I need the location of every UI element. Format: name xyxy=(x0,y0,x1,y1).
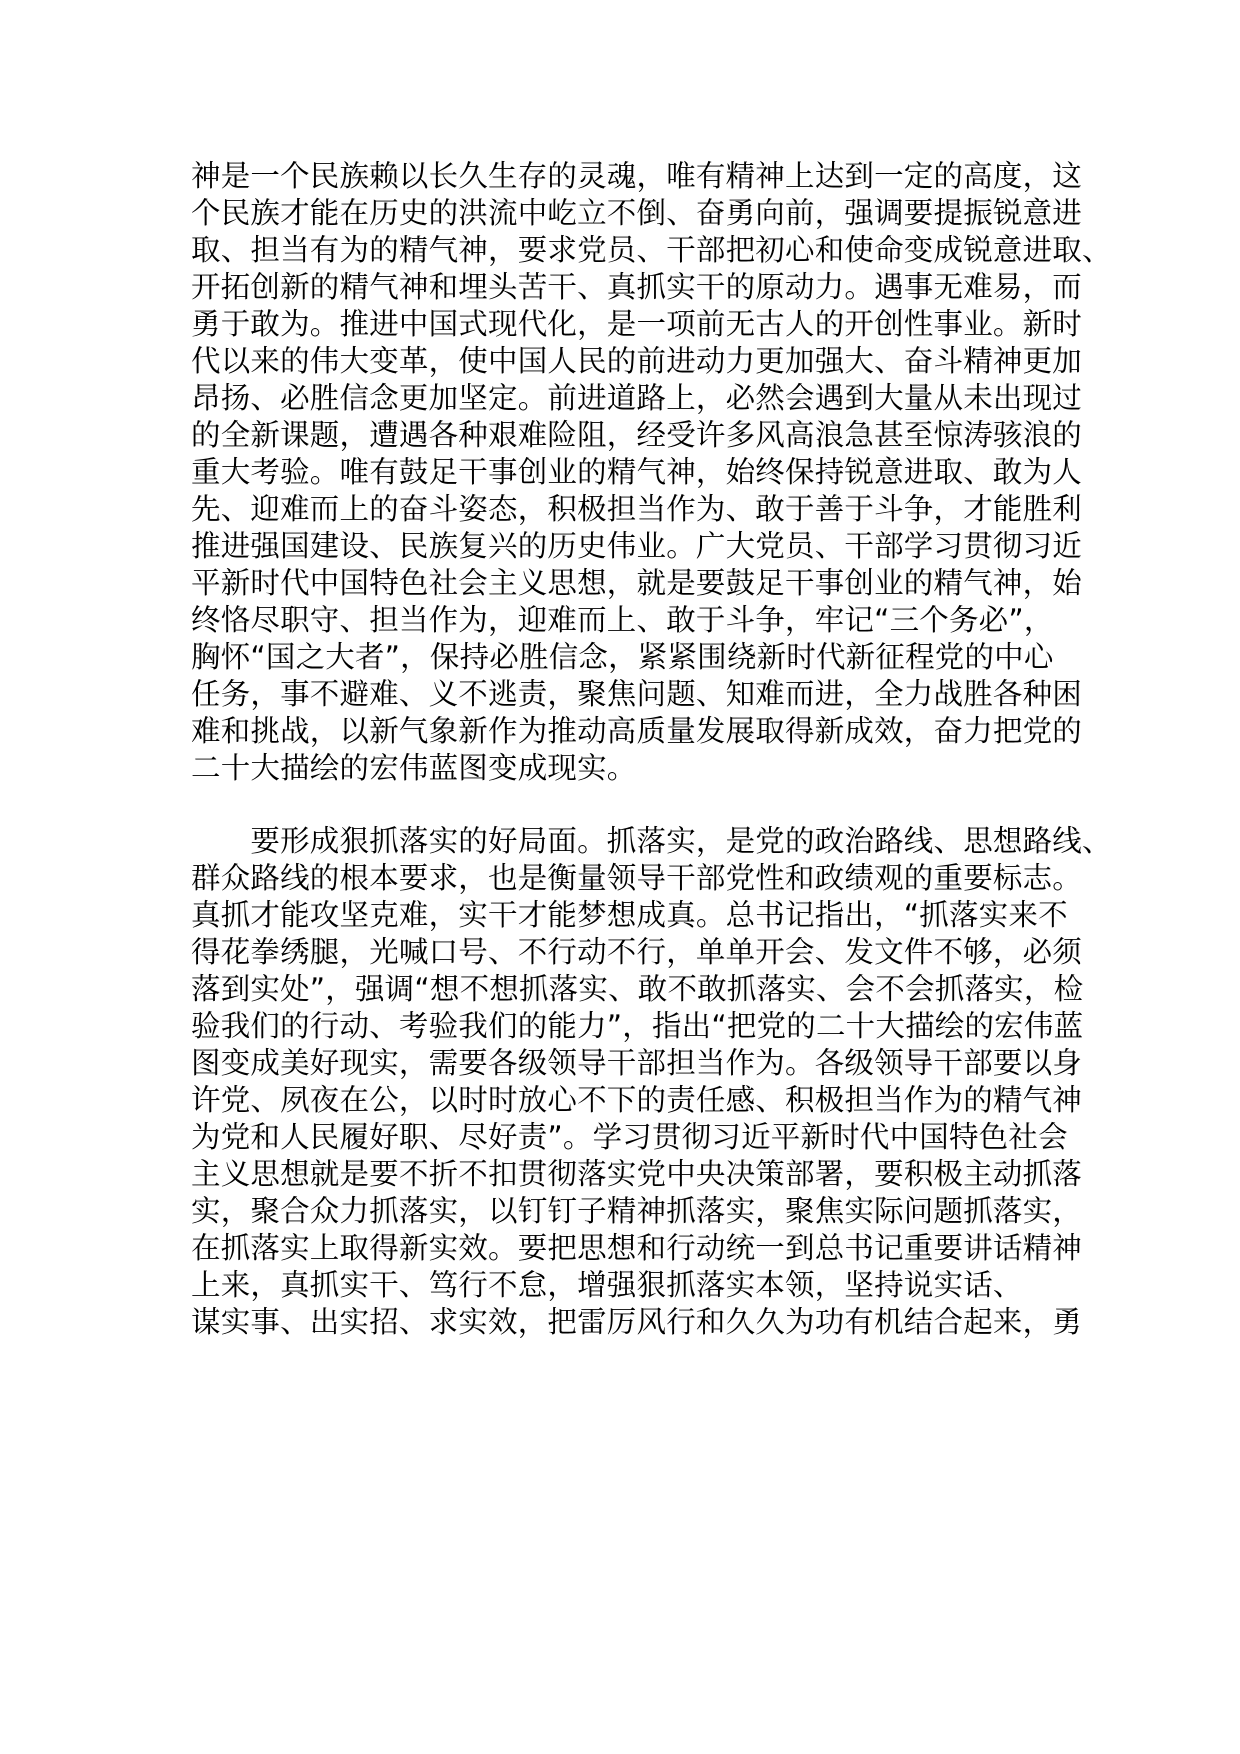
text-line: 开拓创新的精气神和埋头苦干、真抓实干的原动力。遇事无难易，而 xyxy=(191,270,1083,304)
text-line: 真抓才能攻坚克难，实干才能梦想成真。总书记指出，“抓落实来不 xyxy=(191,898,1068,932)
text-line: 二十大描绘的宏伟蓝图变成现实。 xyxy=(191,751,637,785)
text-line: 许党、夙夜在公，以时时放心不下的责任感、积极担当作为的精气神 xyxy=(191,1083,1083,1117)
text-line: 勇于敢为。推进中国式现代化，是一项前无古人的开创性事业。新时 xyxy=(191,307,1083,341)
paragraph-2 xyxy=(191,823,1112,1341)
text-line: 先、迎难而上的奋斗姿态，积极担当作为、敢于善于斗争，才能胜利 xyxy=(191,492,1083,526)
text-line: 代以来的伟大变革，使中国人民的前进动力更加强大、奋斗精神更加 xyxy=(191,344,1083,378)
text-line: 的全新课题，遭遇各种艰难险阻，经受许多风高浪急甚至惊涛骇浪的 xyxy=(191,418,1083,452)
paragraph-1 xyxy=(191,158,1112,787)
text-line: 平新时代中国特色社会主义思想，就是要鼓足干事创业的精气神，始 xyxy=(191,566,1083,600)
text-line: 群众路线的根本要求，也是衡量领导干部党性和政绩观的重要标志。 xyxy=(191,861,1083,895)
text-line: 得花拳绣腿，光喊口号、不行动不行，单单开会、发文件不够，必须 xyxy=(191,935,1083,969)
text-line: 主义思想就是要不折不扣贯彻落实党中央决策部署，要积极主动抓落 xyxy=(191,1157,1083,1191)
text-line: 为党和人民履好职、尽好责”。学习贯彻习近平新时代中国特色社会 xyxy=(191,1120,1068,1154)
text-line: 落到实处”，强调“想不想抓落实、敢不敢抓落实、会不会抓落实，检 xyxy=(191,972,1084,1006)
text-line: 推进强国建设、民族复兴的历史伟业。广大党员、干部学习贯彻习近 xyxy=(191,529,1083,563)
text-line: 终恪尽职守、担当作为，迎难而上、敢于斗争，牢记“三个务必”， xyxy=(191,603,1054,637)
text-line: 上来，真抓实干、笃行不怠，增强狠抓落实本领，坚持说实话、 xyxy=(191,1268,1023,1302)
text-line: 神是一个民族赖以长久生存的灵魂，唯有精神上达到一定的高度，这 xyxy=(191,159,1083,193)
text-line: 图变成美好现实，需要各级领导干部担当作为。各级领导干部要以身 xyxy=(191,1046,1083,1080)
text-line: 重大考验。唯有鼓足干事创业的精气神，始终保持锐意进取、敢为人 xyxy=(191,455,1083,489)
text-line: 任务，事不避难、义不逃责，聚焦问题、知难而进，全力战胜各种困 xyxy=(191,677,1083,711)
text-line: 个民族才能在历史的洪流中屹立不倒、奋勇向前，强调要提振锐意进 xyxy=(191,196,1083,230)
text-line: 谋实事、出实招、求实效，把雷厉风行和久久为功有机结合起来，勇 xyxy=(191,1305,1083,1339)
text-line: 实，聚合众力抓落实，以钉钉子精神抓落实，聚焦实际问题抓落实， xyxy=(191,1194,1083,1228)
text-line: 要形成狠抓落实的好局面。抓落实，是党的政治路线、思想路线、 xyxy=(191,824,1112,858)
text-line: 在抓落实上取得新实效。要把思想和行动统一到总书记重要讲话精神 xyxy=(191,1231,1083,1265)
text-line: 难和挑战，以新气象新作为推动高质量发展取得新成效，奋力把党的 xyxy=(191,714,1083,748)
text-line: 取、担当有为的精气神，要求党员、干部把初心和使命变成锐意进取、 xyxy=(191,233,1112,267)
text-line: 验我们的行动、考验我们的能力”，指出“把党的二十大描绘的宏伟蓝 xyxy=(191,1009,1084,1043)
text-line: 胸怀“国之大者”，保持必胜信念，紧紧围绕新时代新征程党的中心 xyxy=(191,640,1054,674)
text-line: 昂扬、必胜信念更加坚定。前进道路上，必然会遇到大量从未出现过 xyxy=(191,381,1083,415)
